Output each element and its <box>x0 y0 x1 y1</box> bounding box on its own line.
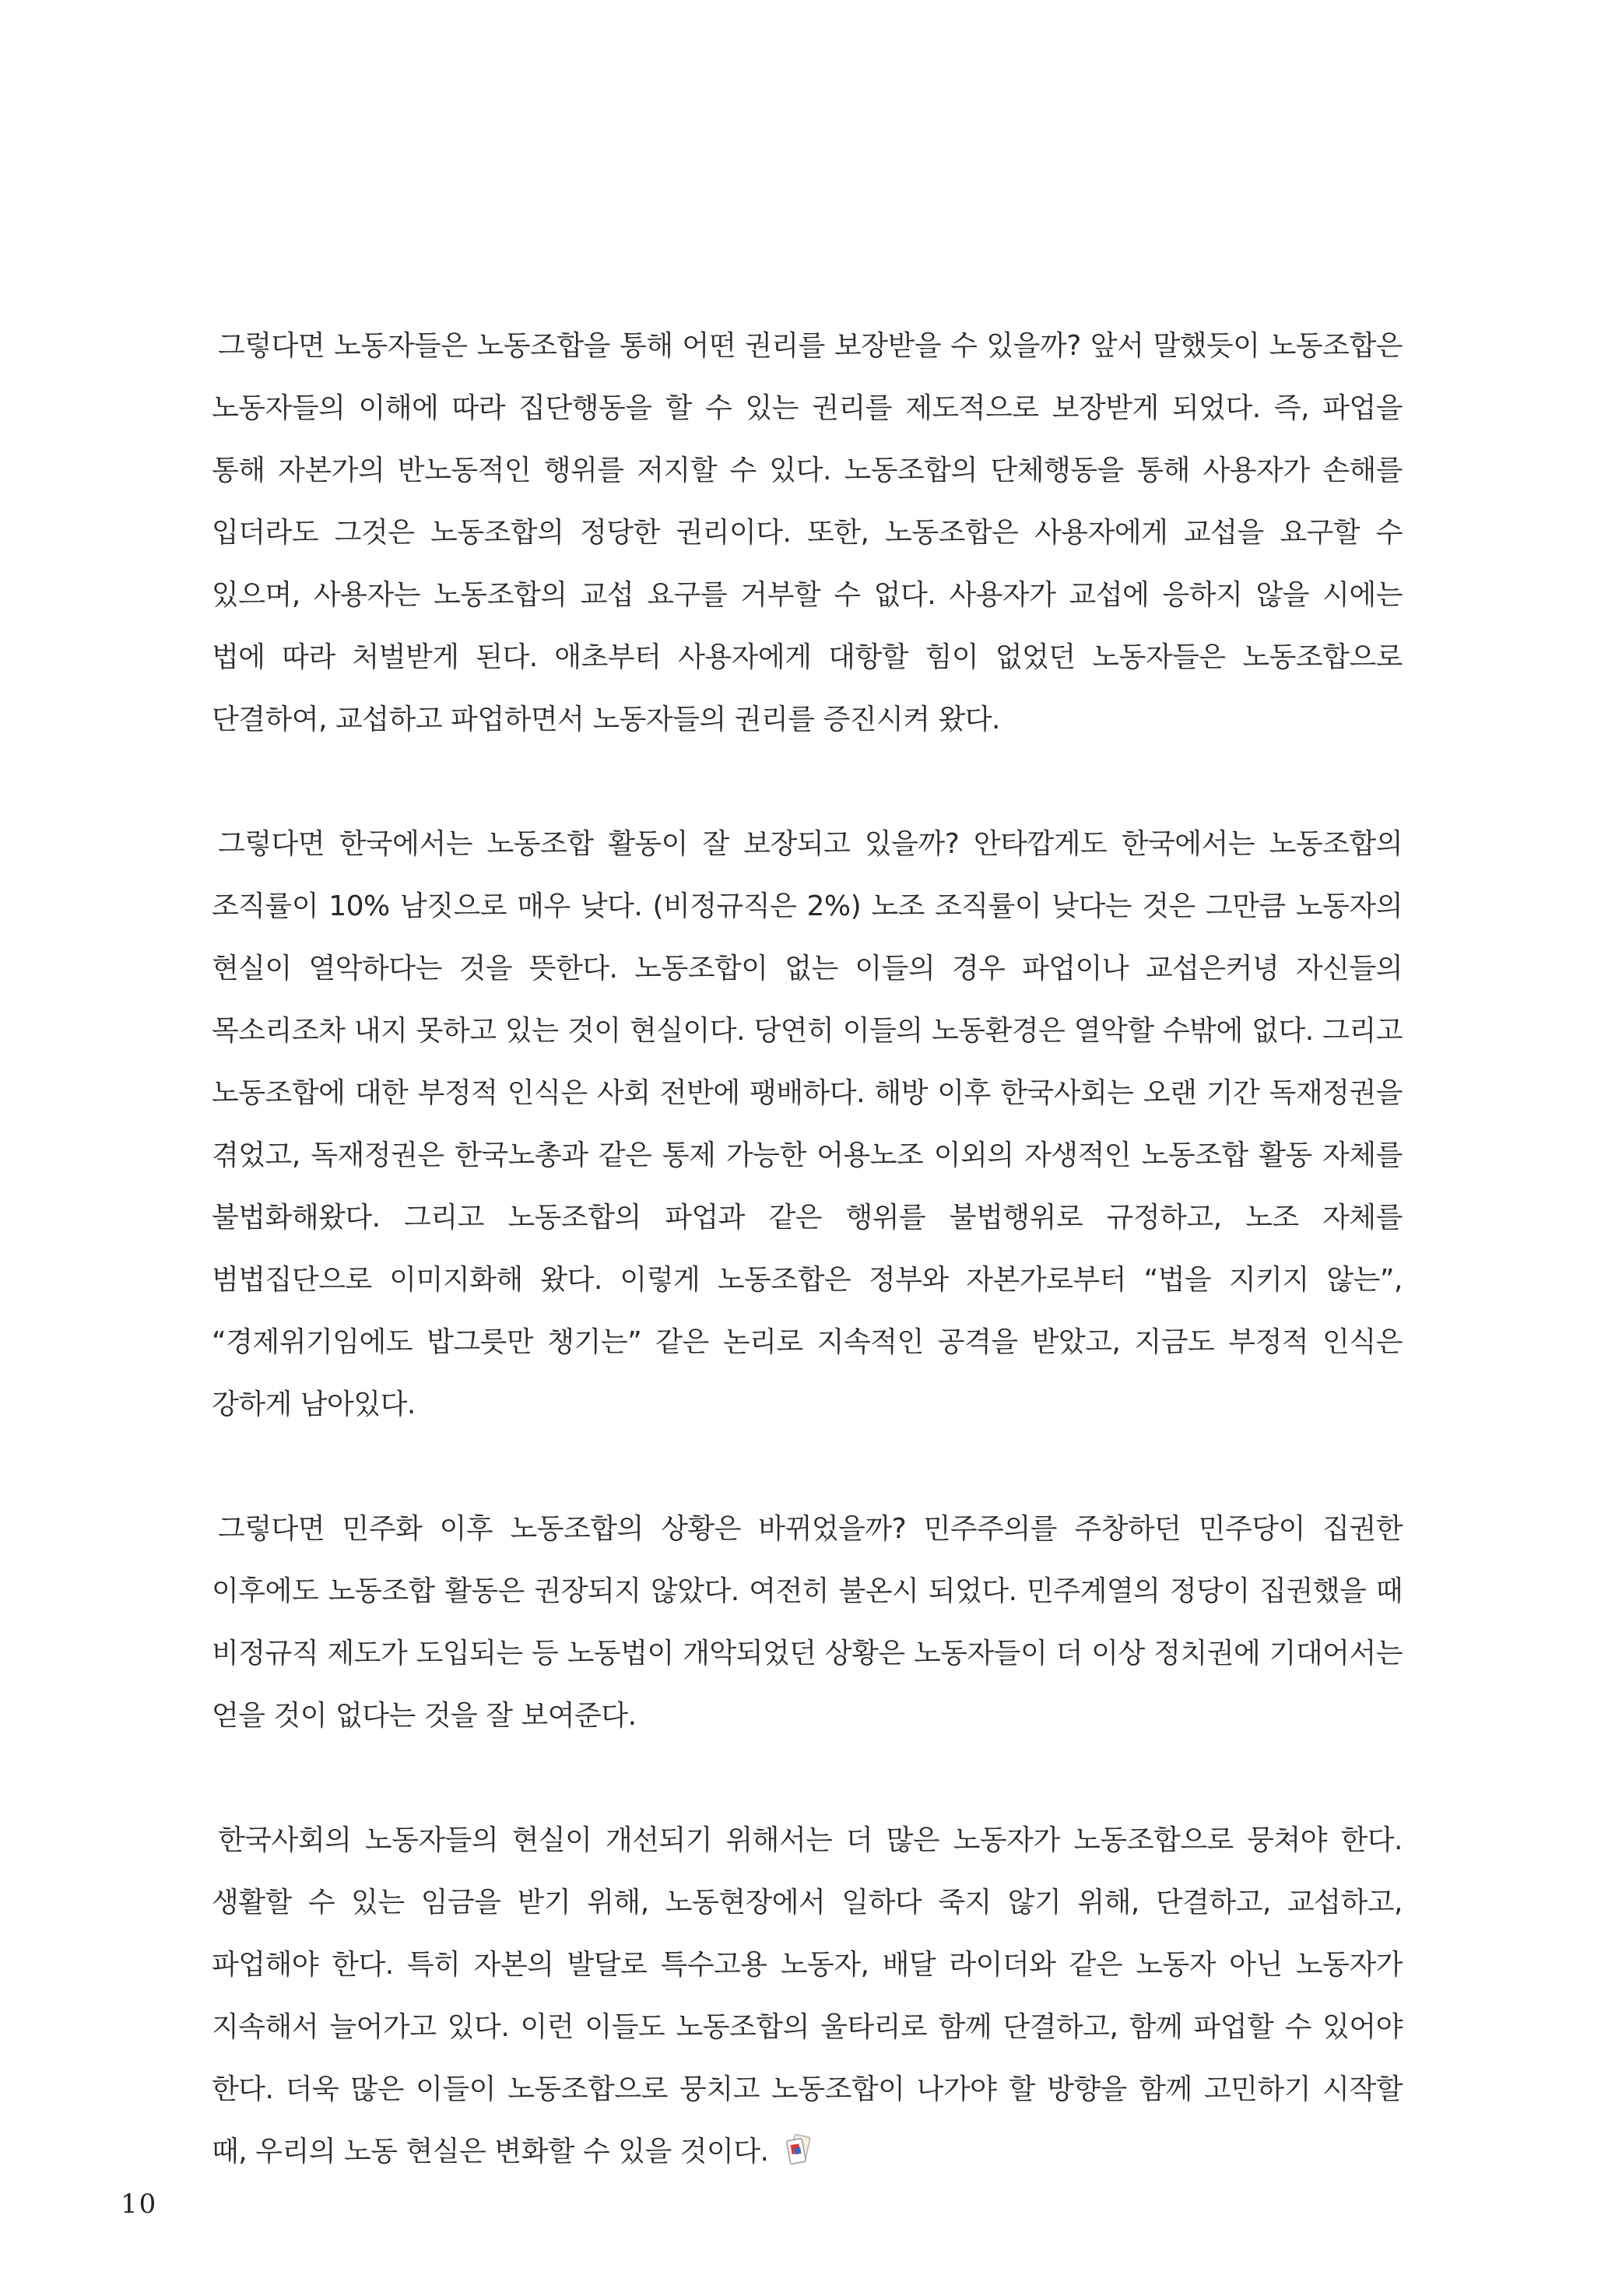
paragraph-4-text: 한국사회의 노동자들의 현실이 개선되기 위해서는 더 많은 노동자가 노동조합으로 뭉쳐야 한다. 생활할 수 있는 임금을 받기 위해, 노동현장에서 일하다 죽지 않기 위해, 단결하고, 교섭하고, 파업해야 한다. 특히 자본의 발달로 특수고용 노동자, 배달 라이더와 같은 노동자 아닌 노동자가 지속해서 늘어가고 있다. 이런 이들도 노동조합의 울타리로 함께 단결하고, 함께 파업할 수 있어야 한다. 더욱 많은 이들이 노동조합으로 뭉치고 노동조합이 나가야 할 방향을 함께 고민하기 시작할 때, 우리의 노동 현실은 변화할 수 있을 것이다. <box>212 1824 1403 2168</box>
paragraph-1: 그렇다면 노동자들은 노동조합을 통해 어떤 권리를 보장받을 수 있을까? 앞서 말했듯이 노동조합은 노동자들의 이해에 따라 집단행동을 할 수 있는 권리를 제도적으로 보장받게 되었다. 즉, 파업을 통해 자본가의 반노동적인 행위를 저지할 수 있다. 노동조합의 단체행동을 통해 사용자가 손해를 입더라도 그것은 노동조합의 정당한 권리이다. 또한, 노동조합은 사용자에게 교섭을 요구할 수 있으며, 사용자는 노동조합의 교섭 요구를 거부할 수 없다. 사용자가 교섭에 응하지 않을 시에는 법에 따라 처벌받게 된다. 애초부터 사용자에게 대항할 힘이 없었던 노동자들은 노동조합으로 단결하여, 교섭하고 파업하면서 노동자들의 권리를 증진시켜 왔다. <box>212 330 1403 735</box>
page-number: 10 <box>121 2189 158 2220</box>
article-body <box>212 315 1403 2183</box>
paragraph-2: 그렇다면 한국에서는 노동조합 활동이 잘 보장되고 있을까? 안타깝게도 한국에서는 노동조합의 조직률이 10% 남짓으로 매우 낮다. (비정규직은 2%) 노조 조직률이 낮다는 것은 그만큼 노동자의 현실이 열악하다는 것을 뜻한다. 노동조합이 없는 이들의 경우 파업이나 교섭은커녕 자신들의 목소리조차 내지 못하고 있는 것이 현실이다. 당연히 이들의 노동환경은 열악할 수밖에 없다. 그리고 노동조합에 대한 부정적 인식은 사회 전반에 팽배하다. 해방 이후 한국사회는 오랜 기간 독재정권을 겪었고, 독재정권은 한국노총과 같은 통제 가능한 어용노조 이외의 자생적인 노동조합 활동 자체를 불법화해왔다. 그리고 노동조합의 파업과 같은 행위를 불법행위로 규정하고, 노조 자체를 범법집단으로 이미지화해 왔다. 이렇게 노동조합은 정부와 자본가로부터 “법을 지키지 않는”, “경제위기임에도 밥그릇만 챙기는” 같은 논리로 지속적인 공격을 받았고, 지금도 부정적 인식은 강하게 남아있다. <box>212 828 1403 1420</box>
paragraph-3: 그렇다면 민주화 이후 노동조합의 상황은 바뀌었을까? 민주주의를 주창하던 민주당이 집권한 이후에도 노동조합 활동은 권장되지 않았다. 여전히 불온시 되었다. 민주계열의 정당이 집권했을 때 비정규직 제도가 도입되는 등 노동법이 개악되었던 상황은 노동자들이 더 이상 정치권에 기대어서는 얻을 것이 없다는 것을 잘 보여준다. <box>212 1513 1403 1732</box>
paragraph-4 <box>212 1810 1403 2183</box>
card-stack-icon <box>779 2127 806 2161</box>
